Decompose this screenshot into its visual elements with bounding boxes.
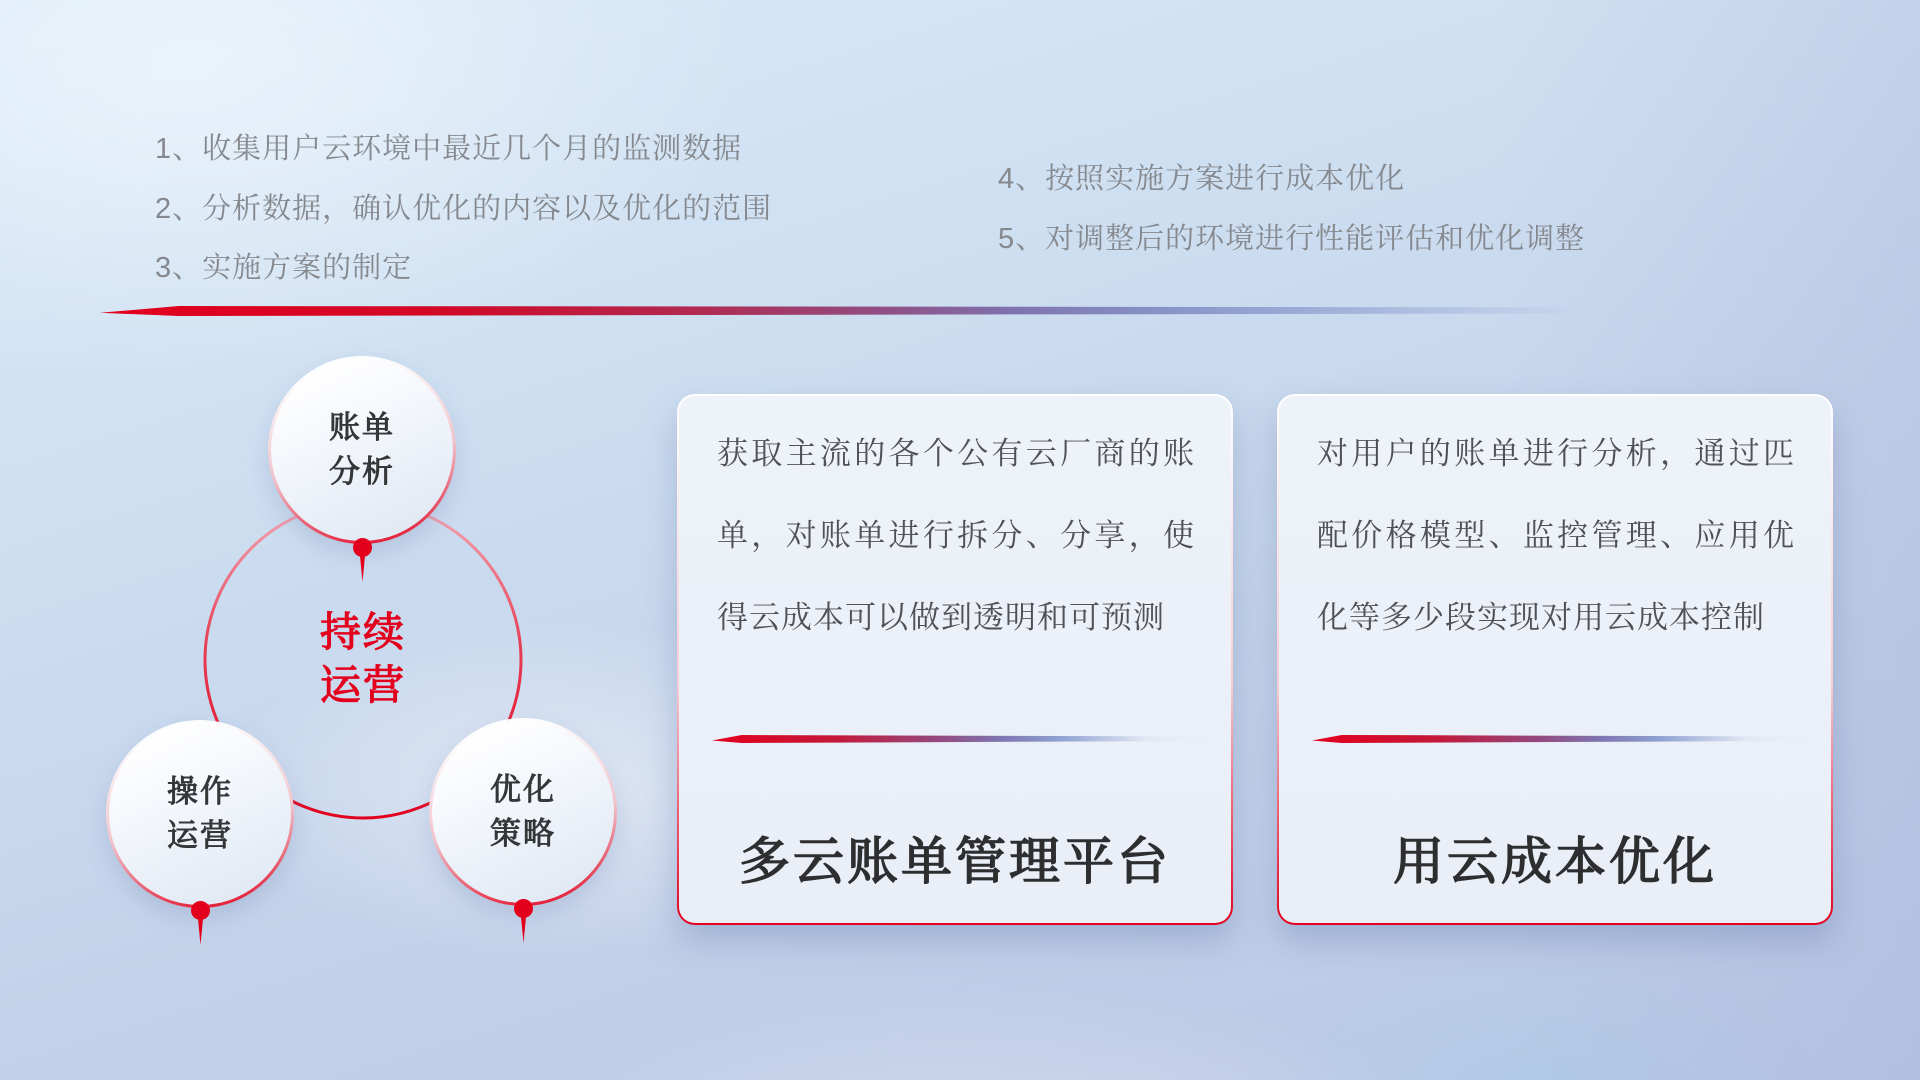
card-multicloud-billing	[677, 394, 1233, 925]
node-optimization-strategy-label: 优化 策略	[490, 772, 556, 851]
card-cloud-cost-optimization	[1277, 394, 1833, 925]
pin-dot-top	[353, 538, 372, 557]
node-bill-analysis-label: 账单 分析	[329, 410, 395, 489]
diagram-center-label	[273, 606, 453, 712]
node-operation-ops-label: 操作 运营	[167, 774, 233, 853]
node-operation-ops	[106, 720, 294, 908]
process-step-5: 5、对调整后的环境进行性能评估和优化调整	[998, 223, 1586, 255]
process-step-4: 4、按照实施方案进行成本优化	[998, 163, 1406, 195]
card-cloud-cost-optimization-description: 对用户的账单进行分析，通过匹配价格模型、监控管理、应用优化等多少段实现对用云成本控制	[1317, 436, 1795, 635]
card-cloud-cost-optimization-title: 用云成本优化	[1392, 833, 1717, 890]
pin-dot-left	[191, 901, 210, 920]
center-label-line2: 运营	[320, 662, 406, 708]
center-label-line1: 持续	[320, 609, 406, 655]
node-optimization-strategy	[429, 718, 617, 906]
process-step-3: 3、实施方案的制定	[155, 252, 413, 284]
continuous-operation-diagram	[100, 350, 645, 970]
process-step-1: 1、收集用户云环境中最近几个月的监测数据	[155, 133, 743, 165]
pin-stem-left	[198, 919, 203, 945]
card-divider-line	[1312, 735, 1806, 743]
card-multicloud-billing-description: 获取主流的各个公有云厂商的账单，对账单进行拆分、分享，使得云成本可以做到透明和可预测	[717, 436, 1195, 635]
pin-stem-right	[521, 917, 526, 943]
card-multicloud-billing-title: 多云账单管理平台	[738, 833, 1171, 890]
section-divider-line	[100, 306, 1675, 316]
card-divider-line	[712, 735, 1206, 743]
process-step-2: 2、分析数据，确认优化的内容以及优化的范围	[155, 193, 773, 225]
pin-dot-right	[514, 899, 533, 918]
node-bill-analysis	[268, 356, 456, 544]
